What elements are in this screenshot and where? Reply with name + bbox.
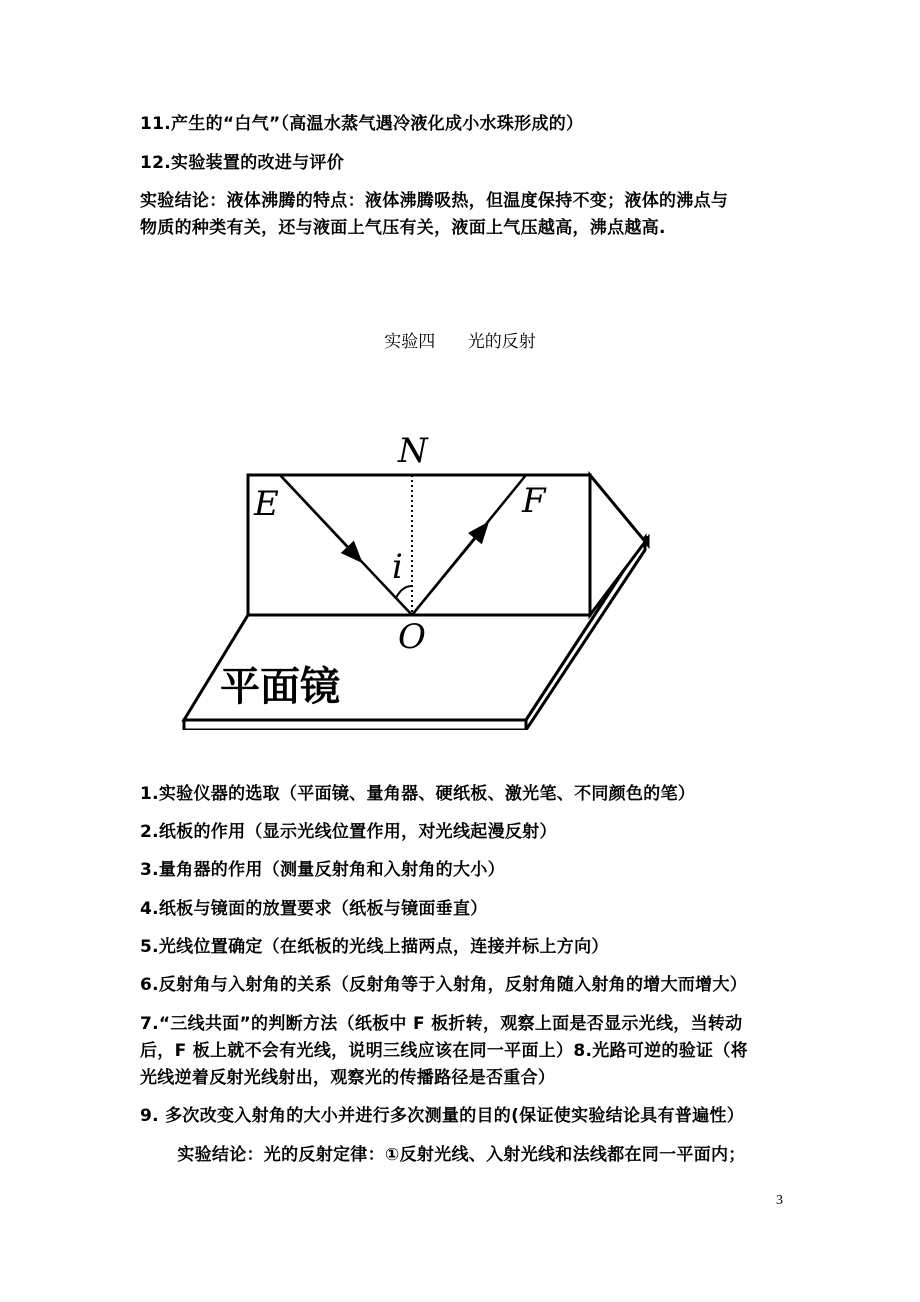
item-3: 3.量角器的作用（测量反射角和入射角的大小） [140,860,505,880]
experiment-title: 实验四 光的反射 [384,332,536,352]
item-8-line: 光线逆着反射光线射出，观察光的传播路径是否重合） [140,1068,556,1088]
label-F: F [522,481,546,521]
text-line-12: 12.实验装置的改进与评价 [140,153,345,173]
mirror-label: 平面镜 [220,664,340,710]
label-i: i [392,547,403,587]
reflection-diagram [170,420,670,730]
board-side [590,475,648,615]
item-6: 6.反射角与入射角的关系（反射角等于入射角，反射角随入射角的增大而增大） [140,975,748,995]
item-5: 5.光线位置确定（在纸板的光线上描两点，连接并标上方向） [140,937,609,957]
item-4: 4.纸板与镜面的放置要求（纸板与镜面垂直） [140,899,488,919]
item-1: 1.实验仪器的选取（平面镜、量角器、硬纸板、激光笔、不同颜色的笔） [140,784,696,804]
item-2: 2.纸板的作用（显示光线位置作用，对光线起漫反射） [140,822,557,842]
item-7-line2: 后，F 板上就不会有光线，说明三线应该在同一平面上）8.光路可逆的验证（将 [140,1041,748,1061]
reflection-conclusion: 实验结论：光的反射定律：①反射光线、入射光线和法线都在同一平面内； [140,1145,746,1165]
page-number: 3 [776,1193,783,1208]
mirror-front-edge [184,720,526,730]
boiling-conclusion-line1: 实验结论：液体沸腾的特点：液体沸腾吸热，但温度保持不变；液体的沸点与 [140,191,729,211]
item-9: 9. 多次改变入射角的大小并进行多次测量的目的(保证使实验结论具有普遍性） [140,1106,745,1126]
item-7-line1: 7.“三线共面”的判断方法（纸板中 F 板折转，观察上面是否显示光线，当转动 [140,1014,743,1034]
boiling-conclusion-line2: 物质的种类有关，还与液面上气压有关，液面上气压越高，沸点越高. [140,218,666,238]
label-E: E [254,484,279,524]
label-N: N [398,431,428,471]
text-line-11: 11.产生的“白气”（高温水蒸气遇冷液化成小水珠形成的） [140,114,584,134]
label-O: O [398,617,426,657]
